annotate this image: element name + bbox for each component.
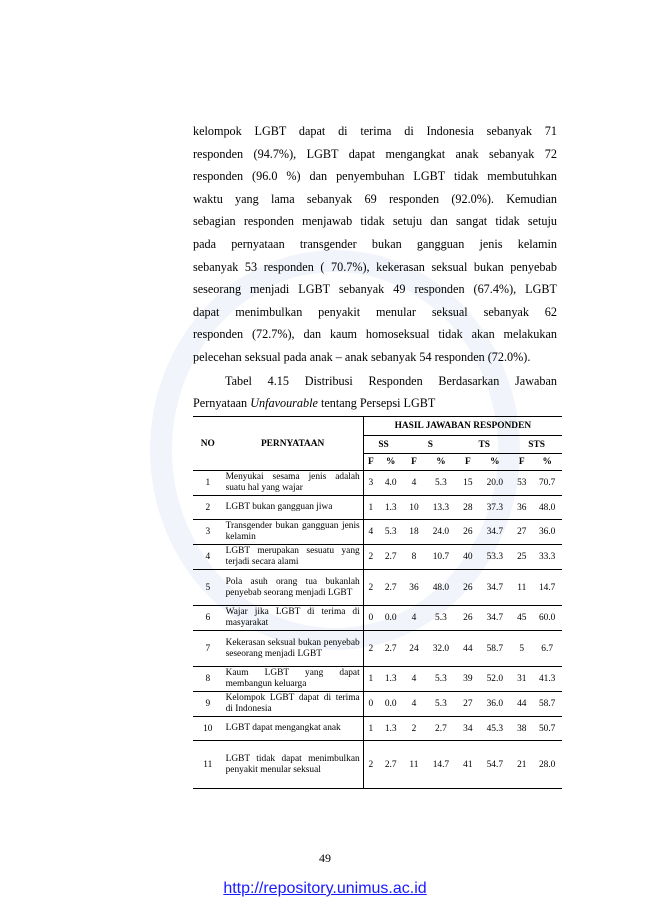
cell-percent: 14.7 — [425, 741, 458, 789]
sub-pct: % — [378, 454, 403, 471]
row-number: 7 — [193, 631, 223, 667]
row-statement: LGBT merupakan sesuatu yang terjadi secara alami — [223, 545, 364, 570]
cell-frequency: 3 — [363, 471, 378, 496]
cell-frequency: 45 — [511, 606, 532, 631]
sub-f: F — [511, 454, 532, 471]
cell-frequency: 26 — [457, 520, 478, 545]
cell-frequency: 4 — [403, 606, 424, 631]
table-row — [193, 631, 562, 667]
cell-percent: 5.3 — [425, 471, 458, 496]
cell-percent: 6.7 — [532, 631, 562, 667]
header-no: NO — [193, 417, 223, 471]
row-statement: Kelompok LGBT dapat di terima di Indonesia — [223, 692, 364, 717]
sub-pct: % — [425, 454, 458, 471]
row-number: 9 — [193, 692, 223, 717]
caption-suffix: tentang Persepsi LGBT — [317, 396, 436, 410]
header-ss: SS — [363, 436, 403, 454]
cell-percent: 5.3 — [425, 606, 458, 631]
cell-percent: 52.0 — [478, 667, 511, 692]
table-row — [193, 692, 562, 717]
paragraph-line: seseorang menjadi LGBT sebanyak 49 responden (67.4%), LGBT — [193, 282, 557, 297]
header-ts: TS — [457, 436, 511, 454]
cell-percent: 2.7 — [378, 741, 403, 789]
paragraph-line: responden (94.7%), LGBT dapat mengangkat anak sebanyak 72 — [193, 146, 557, 161]
row-statement: LGBT dapat mengangkat anak — [223, 717, 364, 741]
cell-percent: 2.7 — [378, 570, 403, 606]
cell-frequency: 0 — [363, 692, 378, 717]
cell-frequency: 21 — [511, 741, 532, 789]
cell-frequency: 34 — [457, 717, 478, 741]
cell-percent: 24.0 — [425, 520, 458, 545]
cell-percent: 1.3 — [378, 717, 403, 741]
page-number: 49 — [319, 851, 331, 865]
cell-frequency: 4 — [363, 520, 378, 545]
cell-frequency: 24 — [403, 631, 424, 667]
row-number: 8 — [193, 667, 223, 692]
paragraph-line: pelecehan seksual pada anak – anak sebanyak 54 responden (72.0%). — [193, 349, 531, 364]
cell-percent: 28.0 — [532, 741, 562, 789]
cell-frequency: 26 — [457, 606, 478, 631]
cell-frequency: 53 — [511, 471, 532, 496]
row-statement: Menyukai sesama jenis adalah suatu hal yang wajar — [223, 471, 364, 496]
cell-percent: 58.7 — [478, 631, 511, 667]
cell-frequency: 1 — [363, 667, 378, 692]
cell-frequency: 2 — [363, 545, 378, 570]
cell-percent: 45.3 — [478, 717, 511, 741]
cell-percent: 41.3 — [532, 667, 562, 692]
cell-frequency: 25 — [511, 545, 532, 570]
cell-frequency: 11 — [403, 741, 424, 789]
table-row — [193, 717, 562, 741]
sub-f: F — [457, 454, 478, 471]
paragraph-line: pada pernyataan transgender bukan gangguan jenis kelamin — [193, 236, 557, 251]
cell-percent: 36.0 — [478, 692, 511, 717]
cell-frequency: 36 — [403, 570, 424, 606]
distribution-table — [193, 416, 562, 789]
cell-percent: 48.0 — [425, 570, 458, 606]
table-row — [193, 741, 562, 789]
cell-percent: 1.3 — [378, 496, 403, 520]
table-row — [193, 545, 562, 570]
row-statement: LGBT tidak dapat menimbulkan penyakit menular seksual — [223, 741, 364, 789]
cell-percent: 13.3 — [425, 496, 458, 520]
row-number: 2 — [193, 496, 223, 520]
cell-percent: 5.3 — [425, 667, 458, 692]
cell-percent: 48.0 — [532, 496, 562, 520]
caption-line-2 — [193, 392, 557, 414]
table-caption — [193, 370, 557, 414]
table-row — [193, 496, 562, 520]
sub-f: F — [403, 454, 424, 471]
row-number: 3 — [193, 520, 223, 545]
table-row — [193, 520, 562, 545]
cell-frequency: 18 — [403, 520, 424, 545]
cell-frequency: 36 — [511, 496, 532, 520]
row-statement: LGBT bukan gangguan jiwa — [223, 496, 364, 520]
sub-f: F — [363, 454, 378, 471]
cell-percent: 1.3 — [378, 667, 403, 692]
cell-frequency: 27 — [511, 520, 532, 545]
cell-percent: 36.0 — [532, 520, 562, 545]
cell-percent: 10.7 — [425, 545, 458, 570]
row-statement: Kaum LGBT yang dapat membangun keluarga — [223, 667, 364, 692]
paragraph-line: sebagian responden menjawab tidak setuju dan sangat tidak setuju — [193, 214, 557, 229]
repository-link[interactable]: http://repository.unimus.ac.id — [223, 880, 427, 897]
paragraph-line: waktu yang lama sebanyak 69 responden (92.0%). Kemudian — [193, 191, 557, 206]
header-results: HASIL JAWABAN RESPONDEN — [363, 417, 562, 436]
row-statement: Pola asuh orang tua bukanlah penyebab seorang menjadi LGBT — [223, 570, 364, 606]
cell-frequency: 5 — [511, 631, 532, 667]
cell-percent: 14.7 — [532, 570, 562, 606]
cell-percent: 34.7 — [478, 570, 511, 606]
cell-percent: 0.0 — [378, 606, 403, 631]
cell-frequency: 10 — [403, 496, 424, 520]
header-s: S — [403, 436, 457, 454]
cell-frequency: 2 — [363, 741, 378, 789]
cell-frequency: 8 — [403, 545, 424, 570]
row-number: 5 — [193, 570, 223, 606]
cell-frequency: 28 — [457, 496, 478, 520]
cell-percent: 20.0 — [478, 471, 511, 496]
cell-percent: 4.0 — [378, 471, 403, 496]
paragraph-line: dapat menimbulkan penyakit menular seksual sebanyak 62 — [193, 304, 557, 319]
table-row — [193, 471, 562, 496]
cell-frequency: 4 — [403, 471, 424, 496]
cell-frequency: 39 — [457, 667, 478, 692]
cell-percent: 33.3 — [532, 545, 562, 570]
row-statement: Transgender bukan gangguan jenis kelamin — [223, 520, 364, 545]
cell-percent: 58.7 — [532, 692, 562, 717]
row-number: 10 — [193, 717, 223, 741]
cell-percent: 2.7 — [425, 717, 458, 741]
cell-frequency: 15 — [457, 471, 478, 496]
paragraph-line: responden (72.7%), dan kaum homoseksual tidak akan melakukan — [193, 327, 557, 342]
cell-frequency: 41 — [457, 741, 478, 789]
row-number: 1 — [193, 471, 223, 496]
header-sts: STS — [511, 436, 562, 454]
row-number: 11 — [193, 741, 223, 789]
cell-percent: 5.3 — [378, 520, 403, 545]
table-row — [193, 570, 562, 606]
cell-frequency: 44 — [511, 692, 532, 717]
paragraph-line: sebanyak 53 responden ( 70.7%), kekerasan seksual bukan penyebab — [193, 259, 557, 274]
cell-frequency: 0 — [363, 606, 378, 631]
header-statement: PERNYATAAN — [223, 417, 364, 471]
table-row — [193, 667, 562, 692]
cell-frequency: 4 — [403, 667, 424, 692]
cell-frequency: 38 — [511, 717, 532, 741]
body-paragraph — [193, 120, 557, 369]
cell-percent: 34.7 — [478, 606, 511, 631]
cell-percent: 2.7 — [378, 631, 403, 667]
sub-pct: % — [478, 454, 511, 471]
cell-percent: 37.3 — [478, 496, 511, 520]
cell-percent: 53.3 — [478, 545, 511, 570]
row-number: 6 — [193, 606, 223, 631]
cell-frequency: 2 — [403, 717, 424, 741]
cell-frequency: 27 — [457, 692, 478, 717]
paragraph-line: kelompok LGBT dapat di terima di Indonesia sebanyak 71 — [193, 124, 557, 138]
caption-prefix: Pernyataan — [193, 396, 251, 410]
cell-percent: 54.7 — [478, 741, 511, 789]
cell-frequency: 1 — [363, 717, 378, 741]
table-row — [193, 606, 562, 631]
cell-frequency: 1 — [363, 496, 378, 520]
cell-percent: 50.7 — [532, 717, 562, 741]
caption-italic: Unfavourable — [250, 396, 318, 410]
cell-frequency: 26 — [457, 570, 478, 606]
cell-percent: 0.0 — [378, 692, 403, 717]
cell-frequency: 2 — [363, 570, 378, 606]
cell-percent: 5.3 — [425, 692, 458, 717]
cell-percent: 60.0 — [532, 606, 562, 631]
cell-frequency: 44 — [457, 631, 478, 667]
paragraph-line: responden (96.0 %) dan penyembuhan LGBT tidak membutuhkan — [193, 169, 557, 184]
sub-pct: % — [532, 454, 562, 471]
row-statement: Wajar jika LGBT di terima di masyarakat — [223, 606, 364, 631]
cell-percent: 70.7 — [532, 471, 562, 496]
cell-frequency: 2 — [363, 631, 378, 667]
cell-percent: 32.0 — [425, 631, 458, 667]
cell-frequency: 40 — [457, 545, 478, 570]
cell-frequency: 31 — [511, 667, 532, 692]
caption-line-1: Tabel 4.15 Distribusi Responden Berdasarkan Jawaban — [225, 374, 557, 388]
cell-percent: 34.7 — [478, 520, 511, 545]
cell-percent: 2.7 — [378, 545, 403, 570]
cell-frequency: 4 — [403, 692, 424, 717]
row-statement: Kekerasan seksual bukan penyebab seseorang menjadi LGBT — [223, 631, 364, 667]
cell-frequency: 11 — [511, 570, 532, 606]
row-number: 4 — [193, 545, 223, 570]
